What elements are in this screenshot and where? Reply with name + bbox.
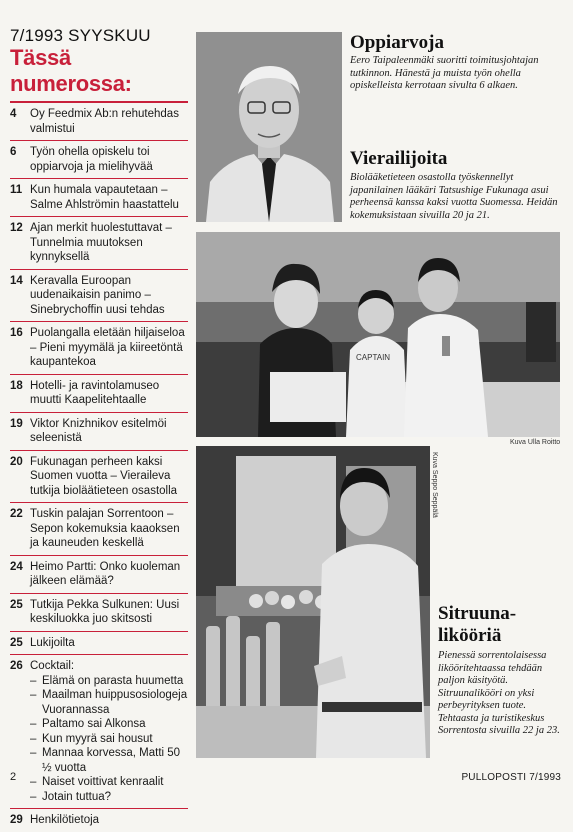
- cocktail-item-label: Jotain tuttua?: [42, 790, 112, 803]
- sorrento-image: [196, 446, 430, 758]
- toc-entry[interactable]: [10, 632, 188, 656]
- toc-entry-page: 20: [10, 455, 23, 468]
- dash-bullet: –: [30, 689, 37, 701]
- toc-entry-page: 6: [10, 146, 17, 158]
- portrait-photo: [196, 32, 342, 222]
- publication-footer: PULLOPOSTI 7/1993: [461, 772, 561, 783]
- oppiarvoja-blurb: Eero Taipaleenmäki suoritti toimitusjohtajan tutkinnon. Hänestä ja muista työn ohella opiskelleista kerrotaan sivulta 6 alkaen.: [350, 55, 539, 91]
- sitruuna-headline-2: likööriä: [438, 625, 502, 646]
- toc-entry-title: Oy Feedmix Ab:n rehutehdas valmistui: [30, 108, 179, 135]
- page-number: 2: [10, 771, 17, 783]
- family-photo: [196, 232, 560, 437]
- cocktail-item-label: Paltamo sai Alkonsa: [42, 718, 146, 730]
- toc-entry-title: Heimo Partti: Onko kuoleman jälkeen elämää?: [30, 560, 181, 587]
- toc-entry-page: 25: [10, 636, 23, 649]
- vierailijoita-blurb: Biolääketieteen osastolla työskennellyt japanilainen lääkäri Tatsushige Fukunaga asui perheensä kanssa kaksi vuotta Suomessa. Heidän kokemuksistaan sivuilla 20 ja 21.: [350, 172, 558, 221]
- dash-bullet: –: [30, 732, 37, 745]
- cocktail-item-label: Mannaa korvessa, Matti 50 ½ vuotta: [42, 747, 181, 774]
- sitruuna-headline-1: Sitruuna-: [438, 603, 517, 624]
- toc-entry-page: 14: [10, 274, 23, 287]
- dash-bullet: –: [30, 674, 37, 687]
- cocktail-item[interactable]: [30, 732, 188, 747]
- toc-entry-title: Hotelli- ja ravintolamuseo muutti Kaapelitehtaalle: [30, 379, 160, 406]
- cocktail-item[interactable]: [30, 688, 188, 717]
- toc-list: [10, 103, 188, 655]
- toc-entry-page: 22: [10, 508, 23, 520]
- toc-entry-title: Keravalla Euroopan uudenaikaisin panimo – Sinebrychoffin uusi tehdas: [30, 274, 165, 316]
- toc-entry[interactable]: [10, 179, 188, 217]
- toc-entry-page: 26: [10, 660, 23, 672]
- cocktail-item-label: Elämä on parasta huumetta: [42, 674, 184, 687]
- toc-entry[interactable]: [10, 322, 188, 375]
- svg-text:CAPTAIN: CAPTAIN: [356, 353, 391, 362]
- toc-entry-title: Työn ohella opiskelu toi oppiarvoja ja mielihyvää: [30, 146, 153, 173]
- sorrento-photo-credit: Kuva Seppo Seppälä: [431, 452, 438, 518]
- toc-entry-cocktail[interactable]: [10, 655, 188, 809]
- sorrento-photo: [196, 446, 430, 758]
- toc-entry[interactable]: [10, 451, 188, 504]
- toc-entry-title: Puolangalla eletään hiljaiseloa – Pieni myymälä ja kiireetöntä kaupantekoa: [30, 327, 185, 368]
- dash-bullet: –: [30, 790, 37, 803]
- dash-bullet: –: [30, 776, 37, 788]
- cocktail-item[interactable]: [30, 746, 188, 775]
- toc-entry-page: 4: [10, 108, 17, 120]
- toc-entry-page: 16: [10, 327, 23, 339]
- toc-entry-title: Cocktail:: [30, 660, 75, 672]
- toc-entry-title: Fukunagan perheen kaksi Suomen vuotta – Vieraileva tutkija bioläätieteen osastolla: [30, 455, 178, 497]
- cocktail-sub-list: [30, 674, 188, 805]
- toc-entry-page: 19: [10, 417, 23, 430]
- cocktail-item-label: Maailman huippusosiologeja Vuorannassa: [42, 689, 188, 716]
- toc-entry[interactable]: [10, 556, 188, 594]
- cocktail-item[interactable]: [30, 717, 188, 732]
- family-photo-credit: Kuva Ulla Roitto: [510, 439, 561, 446]
- cocktail-item-label: Naiset voittivat kenraalit: [42, 776, 164, 788]
- vierailijoita-headline: Vierailijoita: [350, 148, 448, 169]
- oppiarvoja-headline: Oppiarvoja: [350, 32, 444, 53]
- dash-bullet: –: [30, 747, 37, 759]
- toc-entry-page: 25: [10, 598, 23, 611]
- toc-title: Tässä numerossa:: [10, 45, 132, 96]
- sitruuna-blurb: Pienessä sorrentolaisessa liköörítehtaassa tehdään paljon käsityötä. Sitruunalikööri on yksi perbeyrityksen tuote. Tehtaasta ja turistikeskus Sorrentosta sivuilla 22 ja 23.: [438, 650, 560, 736]
- toc-entry-title: Tuskin palajan Sorrentoon – Sepon kokemuksia kaaoksen ja kauneuden keskellä: [30, 508, 180, 549]
- toc-entry[interactable]: [10, 594, 188, 632]
- cocktail-item[interactable]: [30, 775, 188, 790]
- toc-entry-page: 11: [10, 184, 23, 196]
- toc-entry[interactable]: [10, 809, 188, 832]
- toc-entry-page: 24: [10, 560, 23, 573]
- issue-label: 7/1993 SYYSKUU: [10, 26, 151, 45]
- cocktail-item[interactable]: [30, 674, 188, 689]
- toc-entry[interactable]: [10, 270, 188, 323]
- dash-bullet: –: [30, 718, 37, 730]
- toc-entry-title: Lukijoilta: [30, 636, 75, 649]
- toc-entry-title: Viktor Knizhnikov esitelmöi seleenistä: [30, 417, 167, 444]
- cocktail-item[interactable]: [30, 790, 188, 805]
- cocktail-item-label: Kun myyrä sai housut: [42, 732, 153, 745]
- toc-entry-title: Henkilötietoja: [30, 814, 100, 826]
- toc-entry-title: Tutkija Pekka Sulkunen: Uusi keskiluokka juo skitsosti: [30, 598, 180, 625]
- toc-entry[interactable]: [10, 375, 188, 413]
- table-of-contents: [10, 26, 188, 832]
- toc-entry-page: 12: [10, 222, 23, 234]
- family-image: [196, 232, 560, 437]
- toc-entry[interactable]: [10, 413, 188, 451]
- toc-entry[interactable]: [10, 103, 188, 141]
- toc-entry[interactable]: [10, 141, 188, 179]
- toc-entry-page: 18: [10, 379, 23, 392]
- toc-entry-title: Kun humala vapautetaan – Salme Ahlströmin haastattelu: [30, 184, 179, 211]
- toc-entry-title: Ajan merkit huolestuttavat – Tunnelmia muutoksen kynnyksellä: [30, 222, 172, 263]
- toc-entry[interactable]: [10, 503, 188, 556]
- toc-entry-page: 29: [10, 814, 23, 826]
- portrait-image: [196, 32, 342, 222]
- toc-entry[interactable]: [10, 217, 188, 270]
